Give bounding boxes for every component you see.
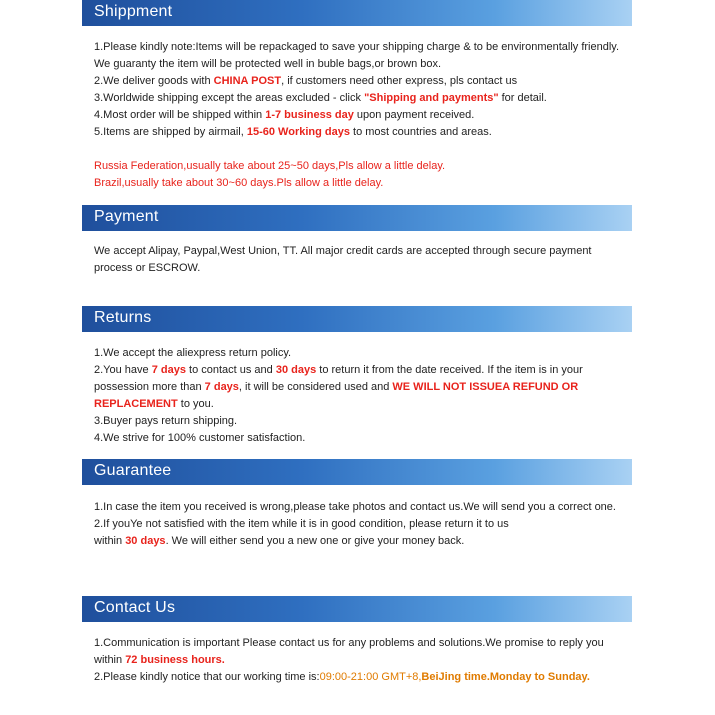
guarantee-line-3: within 30 days. We will either send you a new one or give your money back. — [94, 535, 465, 547]
shipment-line-6: 5.Items are shipped by airmail, 15-60 Working days to most countries and areas. — [94, 126, 492, 138]
returns-line-2: 2.You have 7 days to contact us and 30 days to return it from the date received. If the item is in your — [94, 364, 583, 376]
returns-line-5: 3.Buyer pays return shipping. — [94, 415, 238, 427]
payment-title: Payment — [94, 208, 159, 225]
returns-line-4: REPLACEMENT to you. — [94, 398, 214, 410]
shipment-line-1: 1.Please kindly note:Items will be repackaged to save your shipping charge & to be environmentally friendly. — [94, 41, 620, 53]
guarantee-line-2: 2.If youYe not satisfied with the item while it is in good condition, please return it to us — [94, 518, 509, 530]
payment-line-1: We accept Alipay, Paypal,West Union, TT. All major credit cards are accepted through secure payment — [94, 245, 592, 257]
contact-title: Contact Us — [94, 599, 176, 616]
china-post-text: CHINA POST — [213, 75, 282, 87]
shipment-title: Shippment — [94, 3, 173, 20]
guarantee-line-1: 1.In case the item you received is wrong,please take photos and contact us.We will send you a correct one. — [94, 501, 616, 513]
shipping-payments-link[interactable]: "Shipping and payments" — [364, 92, 499, 104]
payment-line-2: process or ESCROW. — [94, 262, 201, 274]
shipment-line-3: 2.We deliver goods with CHINA POST, if customers need other express, pls contact us — [94, 75, 518, 87]
shipment-line-5: 4.Most order will be shipped within 1-7 business day upon payment received. — [94, 109, 475, 121]
returns-line-6: 4.We strive for 100% customer satisfaction. — [94, 432, 306, 444]
contact-line-1: 1.Communication is important Please contact us for any problems and solutions.We promise to reply you — [94, 637, 604, 649]
contact-line-3: 2.Please kindly notice that our working time is:09:00-21:00 GMT+8,BeiJing time.Monday to Sunday. — [94, 671, 590, 683]
shipment-line-2: We guaranty the item will be protected well in buble bags,or brown box. — [94, 58, 442, 70]
returns-title: Returns — [94, 309, 152, 326]
guarantee-title: Guarantee — [94, 462, 172, 479]
returns-header — [82, 306, 632, 332]
returns-line-3: possession more than 7 days, it will be considered used and WE WILL NOT ISSUEA REFUND OR — [94, 381, 579, 393]
contact-header — [82, 596, 632, 622]
shipment-brazil-note: Brazil,usually take about 30~60 days.Pls allow a little delay. — [94, 177, 384, 189]
contact-line-2: within 72 business hours. — [94, 654, 225, 666]
shipment-russia-note: Russia Federation,usually take about 25~50 days,Pls allow a little delay. — [94, 160, 446, 172]
shipment-line-4: 3.Worldwide shipping except the areas excluded - click "Shipping and payments" for detail. — [94, 92, 547, 104]
guarantee-header — [82, 459, 632, 485]
returns-line-1: 1.We accept the aliexpress return policy. — [94, 347, 292, 359]
payment-header — [82, 205, 632, 231]
shipment-header — [82, 0, 632, 26]
